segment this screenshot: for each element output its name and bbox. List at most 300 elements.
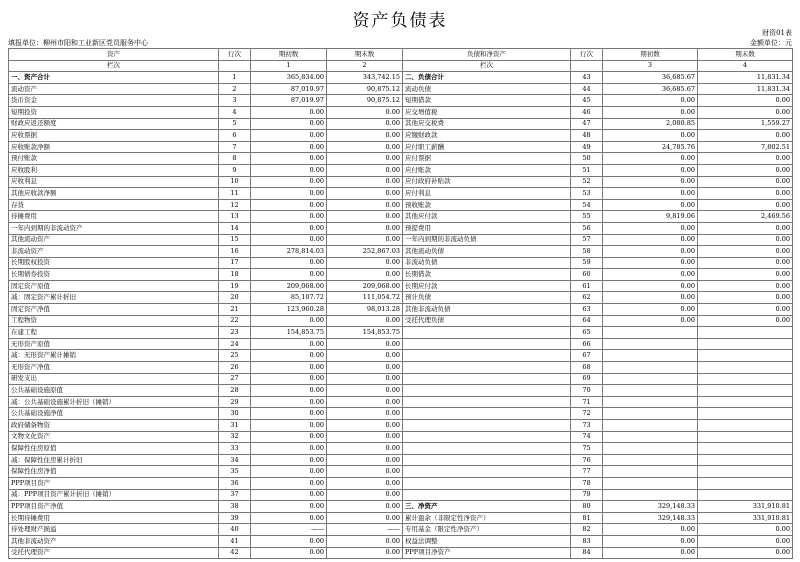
asset-row-no: 3	[219, 95, 251, 107]
table-row	[9, 269, 793, 281]
liability-begin	[603, 350, 698, 362]
asset-name: 应收利息	[9, 176, 219, 188]
asset-row-no: 25	[219, 350, 251, 362]
liability-name: 其他流动负债	[403, 246, 571, 258]
liability-name: PPP项目净资产	[403, 547, 571, 559]
liability-row-no: 55	[571, 211, 603, 223]
liability-end: 331,910.81	[698, 512, 793, 524]
asset-name: 减：固定资产累计折旧	[9, 292, 219, 304]
asset-name: 公共基础设施净值	[9, 408, 219, 420]
asset-row-no: 2	[219, 83, 251, 95]
liability-begin: 36,685.67	[603, 72, 698, 84]
liability-begin: 0.00	[603, 95, 698, 107]
liability-end	[698, 454, 793, 466]
subheader-c4: 4	[698, 60, 793, 72]
liability-row-no: 46	[571, 106, 603, 118]
liability-end: 7,802.51	[698, 141, 793, 153]
liability-row-no: 79	[571, 489, 603, 501]
asset-name: 保障性住房净值	[9, 466, 219, 478]
liability-row-no: 84	[571, 547, 603, 559]
liability-name: 一年内到期的非流动负债	[403, 234, 571, 246]
liability-begin: 24,785.76	[603, 141, 698, 153]
liability-row-no: 83	[571, 535, 603, 547]
liability-name	[403, 477, 571, 489]
asset-row-no: 22	[219, 315, 251, 327]
liability-end: 2,469.56	[698, 211, 793, 223]
asset-end: 0.00	[327, 269, 403, 281]
liability-end: 331,910.81	[698, 501, 793, 513]
asset-begin: 209,068.00	[251, 280, 327, 292]
liability-row-no: 82	[571, 524, 603, 536]
asset-begin: 0.00	[251, 454, 327, 466]
table-row	[9, 327, 793, 339]
liability-end: 0.00	[698, 246, 793, 258]
table-row	[9, 501, 793, 513]
table-row	[9, 222, 793, 234]
asset-begin: 0.00	[251, 408, 327, 420]
asset-end: 0.00	[327, 420, 403, 432]
liability-end	[698, 420, 793, 432]
asset-row-no: 12	[219, 199, 251, 211]
asset-begin: 0.00	[251, 489, 327, 501]
asset-end: 0.00	[327, 153, 403, 165]
asset-end: 0.00	[327, 199, 403, 211]
liability-begin: 329,148.33	[603, 512, 698, 524]
table-row	[9, 153, 793, 165]
asset-end: ——	[327, 524, 403, 536]
asset-end: 0.00	[327, 164, 403, 176]
liability-begin: 0.00	[603, 315, 698, 327]
liability-end: 0.00	[698, 269, 793, 281]
asset-begin: 0.00	[251, 141, 327, 153]
liability-begin: 0.00	[603, 164, 698, 176]
table-row	[9, 362, 793, 374]
liability-begin: 0.00	[603, 292, 698, 304]
liability-row-no: 52	[571, 176, 603, 188]
liability-row-no: 54	[571, 199, 603, 211]
liability-name	[403, 373, 571, 385]
asset-end: 0.00	[327, 188, 403, 200]
liability-name: 长期应付款	[403, 280, 571, 292]
liability-name: 累计盈余（非限定性净资产）	[403, 512, 571, 524]
asset-begin: 0.00	[251, 188, 327, 200]
asset-row-no: 8	[219, 153, 251, 165]
table-row	[9, 292, 793, 304]
liability-begin	[603, 327, 698, 339]
liability-row-no: 53	[571, 188, 603, 200]
subheader-c2: 2	[327, 60, 403, 72]
liability-begin	[603, 466, 698, 478]
table-row	[9, 420, 793, 432]
liability-name: 应付票据	[403, 153, 571, 165]
liability-name: 受托代理负债	[403, 315, 571, 327]
liability-end: 0.00	[698, 222, 793, 234]
table-row	[9, 512, 793, 524]
asset-name: 待处理财产损溢	[9, 524, 219, 536]
liability-row-no: 49	[571, 141, 603, 153]
asset-begin: 0.00	[251, 269, 327, 281]
col-liability: 负债和净资产	[403, 49, 571, 61]
asset-end: 154,853.75	[327, 327, 403, 339]
asset-row-no: 13	[219, 211, 251, 223]
asset-name: 其他非流动资产	[9, 535, 219, 547]
asset-row-no: 17	[219, 257, 251, 269]
liability-row-no: 51	[571, 164, 603, 176]
table-row	[9, 72, 793, 84]
asset-begin: 0.00	[251, 176, 327, 188]
asset-begin: 0.00	[251, 164, 327, 176]
asset-name: 待摊费用	[9, 211, 219, 223]
table-row	[9, 234, 793, 246]
asset-end: 0.00	[327, 547, 403, 559]
liability-name: 预收账款	[403, 199, 571, 211]
asset-name: 公共基础设施原值	[9, 385, 219, 397]
asset-name: 其他应收款净额	[9, 188, 219, 200]
asset-begin: 0.00	[251, 257, 327, 269]
asset-row-no: 37	[219, 489, 251, 501]
asset-end: 0.00	[327, 118, 403, 130]
asset-begin: 0.00	[251, 466, 327, 478]
liability-begin: 2,080.85	[603, 118, 698, 130]
asset-end: 0.00	[327, 257, 403, 269]
asset-begin: 0.00	[251, 153, 327, 165]
asset-name: 长期债券投资	[9, 269, 219, 281]
liability-end: 1,559.27	[698, 118, 793, 130]
table-row	[9, 280, 793, 292]
asset-row-no: 9	[219, 164, 251, 176]
table-row	[9, 304, 793, 316]
liability-name: 其他非流动负债	[403, 304, 571, 316]
asset-name: 财政应返还额度	[9, 118, 219, 130]
liability-end	[698, 362, 793, 374]
asset-name: 政府储备物资	[9, 420, 219, 432]
asset-end: 98,013.28	[327, 304, 403, 316]
asset-begin: 154,853.75	[251, 327, 327, 339]
liability-name: 应缴财政款	[403, 130, 571, 142]
asset-begin: 278,814.03	[251, 246, 327, 258]
asset-row-no: 40	[219, 524, 251, 536]
asset-begin: 0.00	[251, 431, 327, 443]
asset-name: 固定资产净值	[9, 304, 219, 316]
asset-end: 343,742.15	[327, 72, 403, 84]
asset-begin: 0.00	[251, 234, 327, 246]
asset-name: PPP项目资产	[9, 477, 219, 489]
liability-row-no: 76	[571, 454, 603, 466]
liability-end: 0.00	[698, 153, 793, 165]
asset-name: 预付账款	[9, 153, 219, 165]
liability-name: 其他应交税费	[403, 118, 571, 130]
asset-name: 减：公共基础设施累计折旧（摊销）	[9, 396, 219, 408]
liability-begin	[603, 431, 698, 443]
liability-name: 其他应付款	[403, 211, 571, 223]
table-row	[9, 466, 793, 478]
asset-begin: 0.00	[251, 420, 327, 432]
liability-name	[403, 338, 571, 350]
asset-end: 0.00	[327, 396, 403, 408]
liability-name	[403, 362, 571, 374]
asset-name: 应收股利	[9, 164, 219, 176]
asset-row-no: 27	[219, 373, 251, 385]
liability-begin	[603, 420, 698, 432]
liability-begin: 0.00	[603, 524, 698, 536]
liability-row-no: 70	[571, 385, 603, 397]
asset-row-no: 35	[219, 466, 251, 478]
asset-end: 0.00	[327, 443, 403, 455]
liability-name: 非流动负债	[403, 257, 571, 269]
liability-row-no: 48	[571, 130, 603, 142]
asset-end: 0.00	[327, 141, 403, 153]
liability-begin: 329,148.33	[603, 501, 698, 513]
asset-end: 0.00	[327, 373, 403, 385]
asset-row-no: 20	[219, 292, 251, 304]
liability-end	[698, 443, 793, 455]
asset-row-no: 6	[219, 130, 251, 142]
subheader-blank	[219, 60, 251, 72]
asset-name: 应收账款净额	[9, 141, 219, 153]
liability-row-no: 63	[571, 304, 603, 316]
asset-name: 一、资产合计	[9, 72, 219, 84]
liability-begin: 0.00	[603, 106, 698, 118]
liability-row-no: 64	[571, 315, 603, 327]
liability-end: 0.00	[698, 524, 793, 536]
liability-row-no: 57	[571, 234, 603, 246]
liability-row-no: 58	[571, 246, 603, 258]
subheader-c1: 1	[251, 60, 327, 72]
asset-row-no: 30	[219, 408, 251, 420]
liability-name: 二、负债合计	[403, 72, 571, 84]
asset-end: 90,875.12	[327, 95, 403, 107]
liability-name	[403, 454, 571, 466]
asset-end: 0.00	[327, 130, 403, 142]
liability-end: 11,831.34	[698, 83, 793, 95]
liability-end: 0.00	[698, 315, 793, 327]
table-row	[9, 118, 793, 130]
asset-row-no: 36	[219, 477, 251, 489]
asset-row-no: 38	[219, 501, 251, 513]
asset-name: 其他流动资产	[9, 234, 219, 246]
asset-begin: 123,960.28	[251, 304, 327, 316]
liability-begin: 0.00	[603, 199, 698, 211]
liability-end	[698, 466, 793, 478]
asset-end: 0.00	[327, 222, 403, 234]
liability-end: 0.00	[698, 292, 793, 304]
currency-unit: 金额单位：元	[750, 39, 792, 47]
asset-name: 一年内到期的非流动资产	[9, 222, 219, 234]
liability-begin: 0.00	[603, 222, 698, 234]
asset-begin: 0.00	[251, 396, 327, 408]
liability-name: 权益法调整	[403, 535, 571, 547]
liability-name	[403, 420, 571, 432]
subheader-blank-2	[571, 60, 603, 72]
table-row	[9, 199, 793, 211]
liability-row-no: 60	[571, 269, 603, 281]
table-row	[9, 130, 793, 142]
balance-sheet-table	[8, 48, 793, 559]
asset-row-no: 11	[219, 188, 251, 200]
asset-end: 0.00	[327, 385, 403, 397]
liability-name: 长期借款	[403, 269, 571, 281]
asset-name: 流动资产	[9, 83, 219, 95]
liability-begin: 0.00	[603, 269, 698, 281]
table-row	[9, 106, 793, 118]
asset-row-no: 10	[219, 176, 251, 188]
liability-row-no: 47	[571, 118, 603, 130]
table-row	[9, 547, 793, 559]
liability-end: 0.00	[698, 257, 793, 269]
liability-begin: 0.00	[603, 153, 698, 165]
liability-row-no: 61	[571, 280, 603, 292]
liability-row-no: 78	[571, 477, 603, 489]
liability-row-no: 56	[571, 222, 603, 234]
col-end: 期末数	[327, 49, 403, 61]
liability-row-no: 44	[571, 83, 603, 95]
asset-end: 0.00	[327, 466, 403, 478]
liability-end: 0.00	[698, 130, 793, 142]
asset-begin: 87,019.97	[251, 95, 327, 107]
asset-end: 0.00	[327, 106, 403, 118]
subheader-label: 栏次	[9, 60, 219, 72]
table-row	[9, 188, 793, 200]
asset-row-no: 42	[219, 547, 251, 559]
liability-name	[403, 489, 571, 501]
liability-end: 11,831.34	[698, 72, 793, 84]
asset-row-no: 28	[219, 385, 251, 397]
liability-row-no: 50	[571, 153, 603, 165]
liability-begin: 0.00	[603, 280, 698, 292]
table-row	[9, 489, 793, 501]
asset-begin: ——	[251, 524, 327, 536]
liability-begin: 0.00	[603, 176, 698, 188]
table-row	[9, 431, 793, 443]
liability-begin: 0.00	[603, 246, 698, 258]
asset-name: 长期待摊费用	[9, 512, 219, 524]
liability-name	[403, 443, 571, 455]
table-row	[9, 83, 793, 95]
asset-begin: 0.00	[251, 106, 327, 118]
liability-name: 应付职工薪酬	[403, 141, 571, 153]
table-row	[9, 454, 793, 466]
asset-row-no: 7	[219, 141, 251, 153]
asset-row-no: 32	[219, 431, 251, 443]
asset-begin: 85,107.72	[251, 292, 327, 304]
col-asset: 资产	[9, 49, 219, 61]
table-row	[9, 176, 793, 188]
liability-row-no: 68	[571, 362, 603, 374]
liability-name: 专用基金（限定性净资产）	[403, 524, 571, 536]
liability-end	[698, 350, 793, 362]
table-row	[9, 535, 793, 547]
asset-row-no: 14	[219, 222, 251, 234]
liability-begin	[603, 408, 698, 420]
liability-row-no: 74	[571, 431, 603, 443]
asset-name: 长期股权投资	[9, 257, 219, 269]
liability-begin: 0.00	[603, 234, 698, 246]
table-body	[9, 72, 793, 559]
liability-begin: 0.00	[603, 304, 698, 316]
table-row	[9, 246, 793, 258]
liability-begin	[603, 454, 698, 466]
liability-end: 0.00	[698, 234, 793, 246]
asset-end: 0.00	[327, 501, 403, 513]
table-row	[9, 315, 793, 327]
liability-row-no: 66	[571, 338, 603, 350]
asset-name: 固定资产原值	[9, 280, 219, 292]
liability-row-no: 45	[571, 95, 603, 107]
asset-row-no: 4	[219, 106, 251, 118]
liability-name	[403, 385, 571, 397]
asset-end: 0.00	[327, 408, 403, 420]
table-row	[9, 338, 793, 350]
asset-end: 209,068.00	[327, 280, 403, 292]
liability-name	[403, 466, 571, 478]
liability-name: 预提费用	[403, 222, 571, 234]
liability-end: 0.00	[698, 199, 793, 211]
liability-row-no: 75	[571, 443, 603, 455]
liability-begin	[603, 443, 698, 455]
asset-name: 减：保障性住房累计折旧	[9, 454, 219, 466]
table-row	[9, 443, 793, 455]
asset-begin: 0.00	[251, 385, 327, 397]
table-row	[9, 373, 793, 385]
liability-begin	[603, 396, 698, 408]
liability-name	[403, 327, 571, 339]
asset-end: 0.00	[327, 512, 403, 524]
liability-name: 应交增值税	[403, 106, 571, 118]
asset-name: 减：无形资产累计摊销	[9, 350, 219, 362]
asset-end: 0.00	[327, 350, 403, 362]
asset-name: 无形资产原值	[9, 338, 219, 350]
asset-row-no: 31	[219, 420, 251, 432]
asset-end: 0.00	[327, 477, 403, 489]
liability-end: 0.00	[698, 176, 793, 188]
asset-end: 0.00	[327, 176, 403, 188]
asset-end: 0.00	[327, 234, 403, 246]
liability-begin: 9,819.06	[603, 211, 698, 223]
liability-end	[698, 408, 793, 420]
asset-row-no: 15	[219, 234, 251, 246]
liability-begin: 0.00	[603, 535, 698, 547]
asset-row-no: 34	[219, 454, 251, 466]
asset-begin: 0.00	[251, 443, 327, 455]
asset-name: 工程物资	[9, 315, 219, 327]
asset-begin: 0.00	[251, 501, 327, 513]
liability-row-no: 62	[571, 292, 603, 304]
col-begin-2: 期初数	[603, 49, 698, 61]
asset-end: 0.00	[327, 315, 403, 327]
asset-begin: 87,019.97	[251, 83, 327, 95]
asset-name: 货币资金	[9, 95, 219, 107]
asset-row-no: 21	[219, 304, 251, 316]
asset-end: 0.00	[327, 431, 403, 443]
liability-name	[403, 408, 571, 420]
table-row	[9, 164, 793, 176]
liability-row-no: 43	[571, 72, 603, 84]
liability-end	[698, 431, 793, 443]
form-code: 财资01表	[762, 29, 792, 37]
asset-begin: 0.00	[251, 535, 327, 547]
asset-begin: 0.00	[251, 130, 327, 142]
asset-end: 0.00	[327, 338, 403, 350]
asset-end: 252,867.03	[327, 246, 403, 258]
liability-begin: 0.00	[603, 257, 698, 269]
col-row-no-2: 行次	[571, 49, 603, 61]
asset-begin: 0.00	[251, 477, 327, 489]
liability-name	[403, 431, 571, 443]
liability-begin	[603, 477, 698, 489]
table-row	[9, 350, 793, 362]
col-end-2: 期末数	[698, 49, 793, 61]
asset-row-no: 16	[219, 246, 251, 258]
